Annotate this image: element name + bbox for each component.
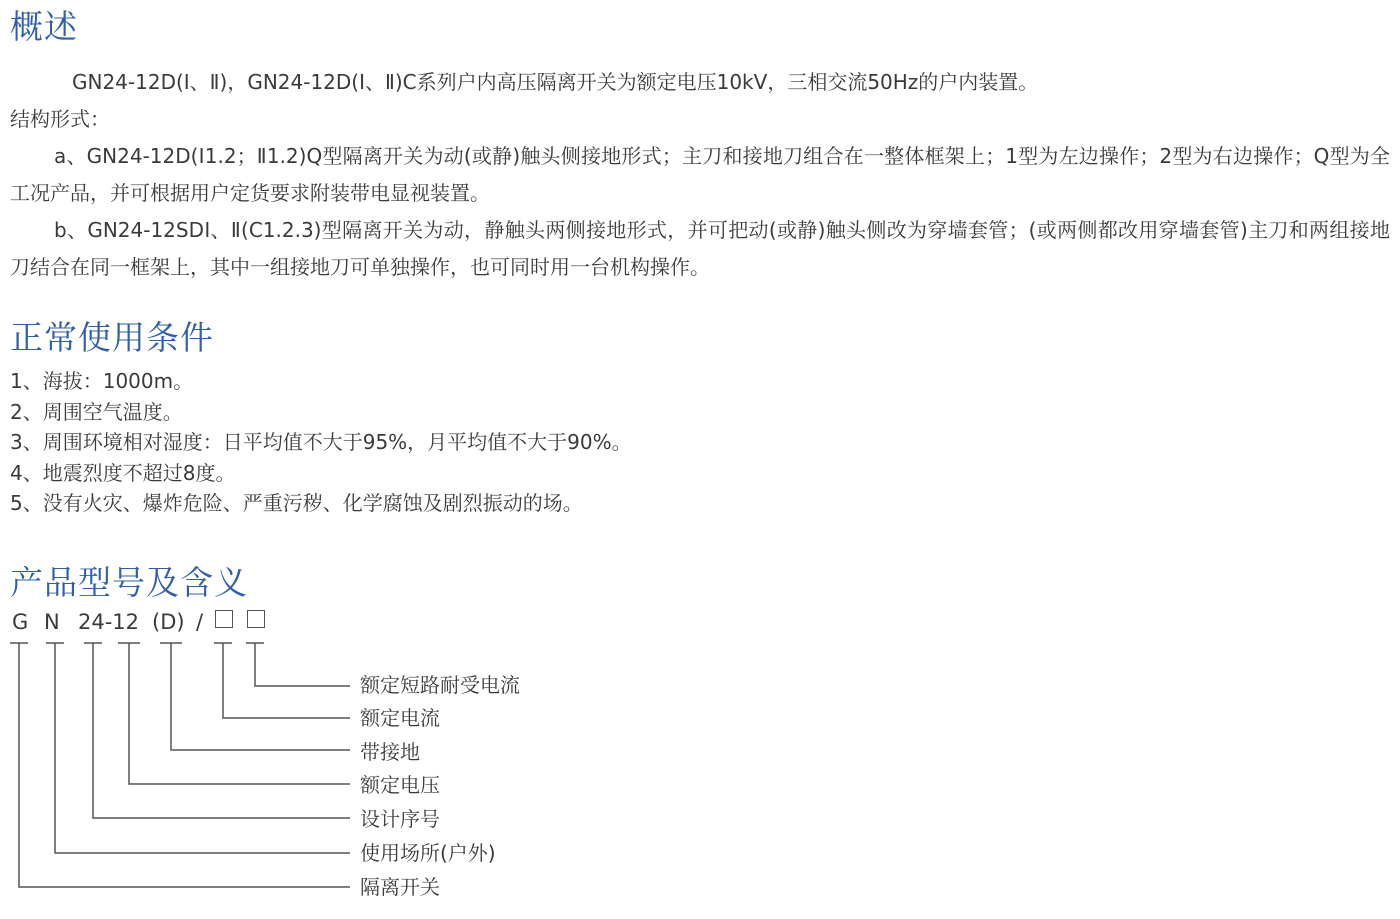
model-code-voltage: 24-12: [78, 610, 140, 634]
meaning-short-circuit-current: 额定短路耐受电流: [360, 673, 520, 697]
leader-voltage: [129, 643, 350, 784]
overview-heading: 概述: [10, 7, 78, 46]
condition-item: 4、地震烈度不超过8度。: [10, 460, 236, 485]
model-heading: 产品型号及含义: [10, 563, 248, 602]
leader-short-circuit: [255, 643, 350, 686]
conditions-heading: 正常使用条件: [10, 318, 214, 357]
leader-design: [93, 643, 350, 818]
meaning-rated-current: 额定电流: [360, 706, 440, 730]
model-code-n: N: [44, 610, 60, 634]
model-code-g: G: [12, 610, 29, 634]
structure-label: 结构形式：: [10, 107, 110, 131]
condition-item: 3、周围环境相对湿度：日平均值不大于95%，月平均值不大于90%。: [10, 430, 632, 454]
structure-item-a: a、GN24-12D(Ⅰ1.2；Ⅱ1.2)Q型隔离开关为动(或静)触头侧接地形式；主刀和接地刀组合在一整体框架上；1型为左边操作；2型为右边操作；Q型为全工况产品，并可根据用户定货要求附装带电显视装置。: [10, 144, 1390, 205]
condition-item: 2、周围空气温度。: [10, 399, 183, 424]
overview-intro: GN24-12D(Ⅰ、Ⅱ)，GN24-12D(Ⅰ、Ⅱ)C系列户内高压隔离开关为额定电压10kV，三相交流50Hz的户内装置。: [72, 70, 1039, 94]
leader-grounding: [171, 643, 350, 750]
leader-current: [223, 643, 350, 718]
meaning-design-serial: 设计序号: [360, 807, 440, 831]
meaning-rated-voltage: 额定电压: [360, 773, 440, 797]
condition-item: 1、海拔：1000m。: [10, 369, 194, 393]
meaning-isolating-switch: 隔离开关: [360, 875, 440, 899]
structure-item-b: b、GN24-12SDⅠ、Ⅱ(C1.2.3)型隔离开关为动，静触头两侧接地形式，并可把动(或静)触头侧改为穿墙套管；(或两侧都改用穿墙套管)主刀和两组接地刀结合在同一框架上，其中一组接地刀可单独操作，也可同时用一台机构操作。: [10, 218, 1390, 279]
condition-item: 5、没有火灾、爆炸危险、严重污秽、化学腐蚀及剧烈振动的场。: [10, 491, 583, 515]
meaning-usage-location: 使用场所(户外): [360, 841, 496, 865]
model-code-slash: /: [196, 610, 204, 634]
leader-switch: [19, 643, 350, 887]
leader-usage: [55, 643, 350, 853]
meaning-grounding: 带接地: [360, 740, 420, 764]
model-code-d: (D): [152, 610, 185, 634]
